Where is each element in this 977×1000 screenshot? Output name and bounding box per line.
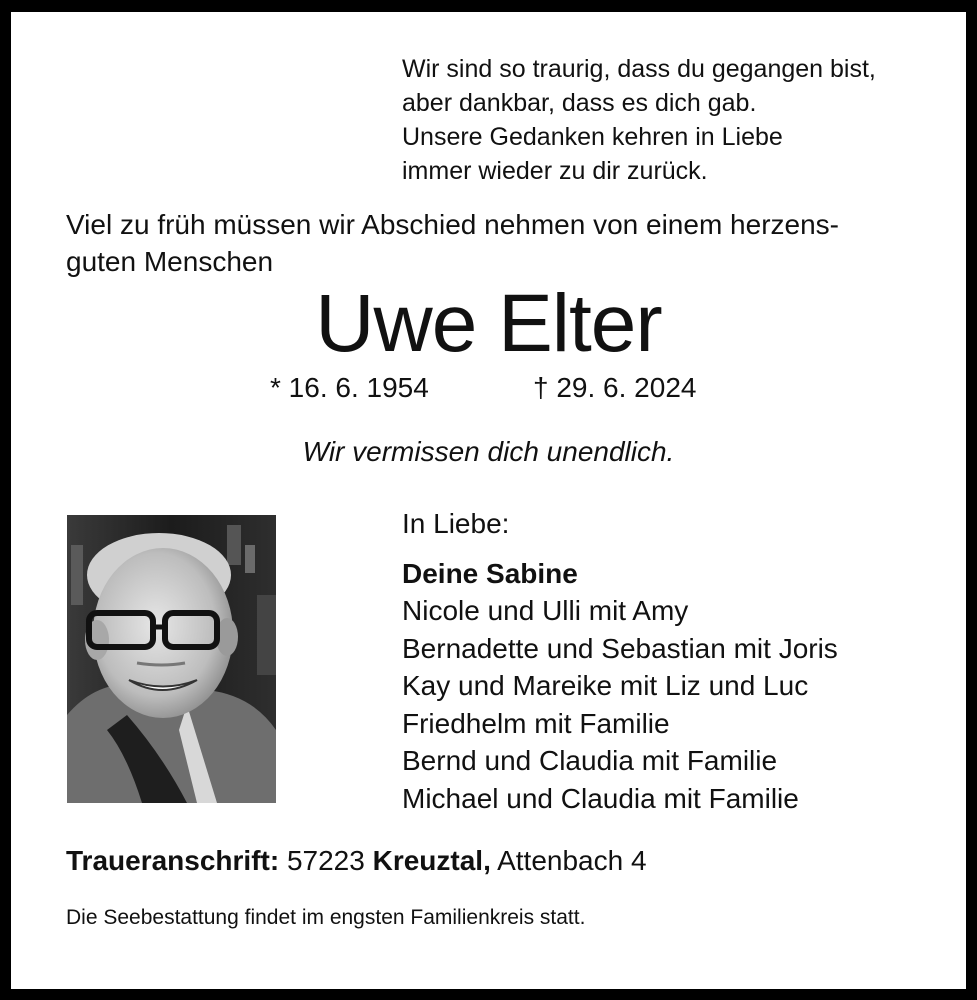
deceased-name: Uwe Elter — [315, 278, 662, 369]
poem — [402, 52, 876, 188]
mourners-list — [402, 505, 838, 817]
address-city: Kreuztal, — [372, 845, 491, 876]
portrait-photo — [67, 515, 276, 803]
address-zip: 57223 — [286, 845, 365, 876]
mourning-address — [66, 843, 647, 879]
intro-line: Viel zu früh müssen wir Abschied nehmen von einem herzens- — [66, 209, 839, 240]
motto: Wir vermissen dich unendlich. — [302, 436, 675, 467]
mourner-name: Kay und Mareike mit Liz und Luc — [402, 670, 809, 701]
birth-date: * 16. 6. 1954 — [270, 372, 429, 403]
mourner-name: Michael und Claudia mit Familie — [402, 782, 799, 814]
poem-line: aber dankbar, dass es dich gab. — [402, 89, 757, 117]
poem-line: immer wieder zu dir zurück. — [402, 157, 708, 185]
mourners-heading: In Liebe: — [402, 508, 510, 539]
poem-line: Wir sind so traurig, dass du gegangen bist, — [402, 55, 876, 83]
intro-line: guten Menschen — [66, 246, 274, 277]
mourner-name: Bernadette und Sebastian mit Joris — [402, 632, 838, 664]
address-street: Attenbach 4 — [497, 845, 647, 876]
burial-note: Die Seebestattung findet im engsten Familienkreis statt. — [66, 906, 586, 929]
mourner-name: Nicole und Ulli mit Amy — [402, 595, 689, 626]
mourner-name: Bernd und Claudia mit Familie — [402, 745, 778, 776]
intro-text — [66, 206, 926, 280]
address-label: Traueranschrift: — [66, 845, 280, 876]
mourner-name: Friedhelm mit Familie — [402, 707, 670, 739]
mourner-name: Deine Sabine — [402, 557, 578, 589]
poem-line: Unsere Gedanken kehren in Liebe — [402, 123, 783, 151]
death-date: † 29. 6. 2024 — [533, 372, 697, 403]
